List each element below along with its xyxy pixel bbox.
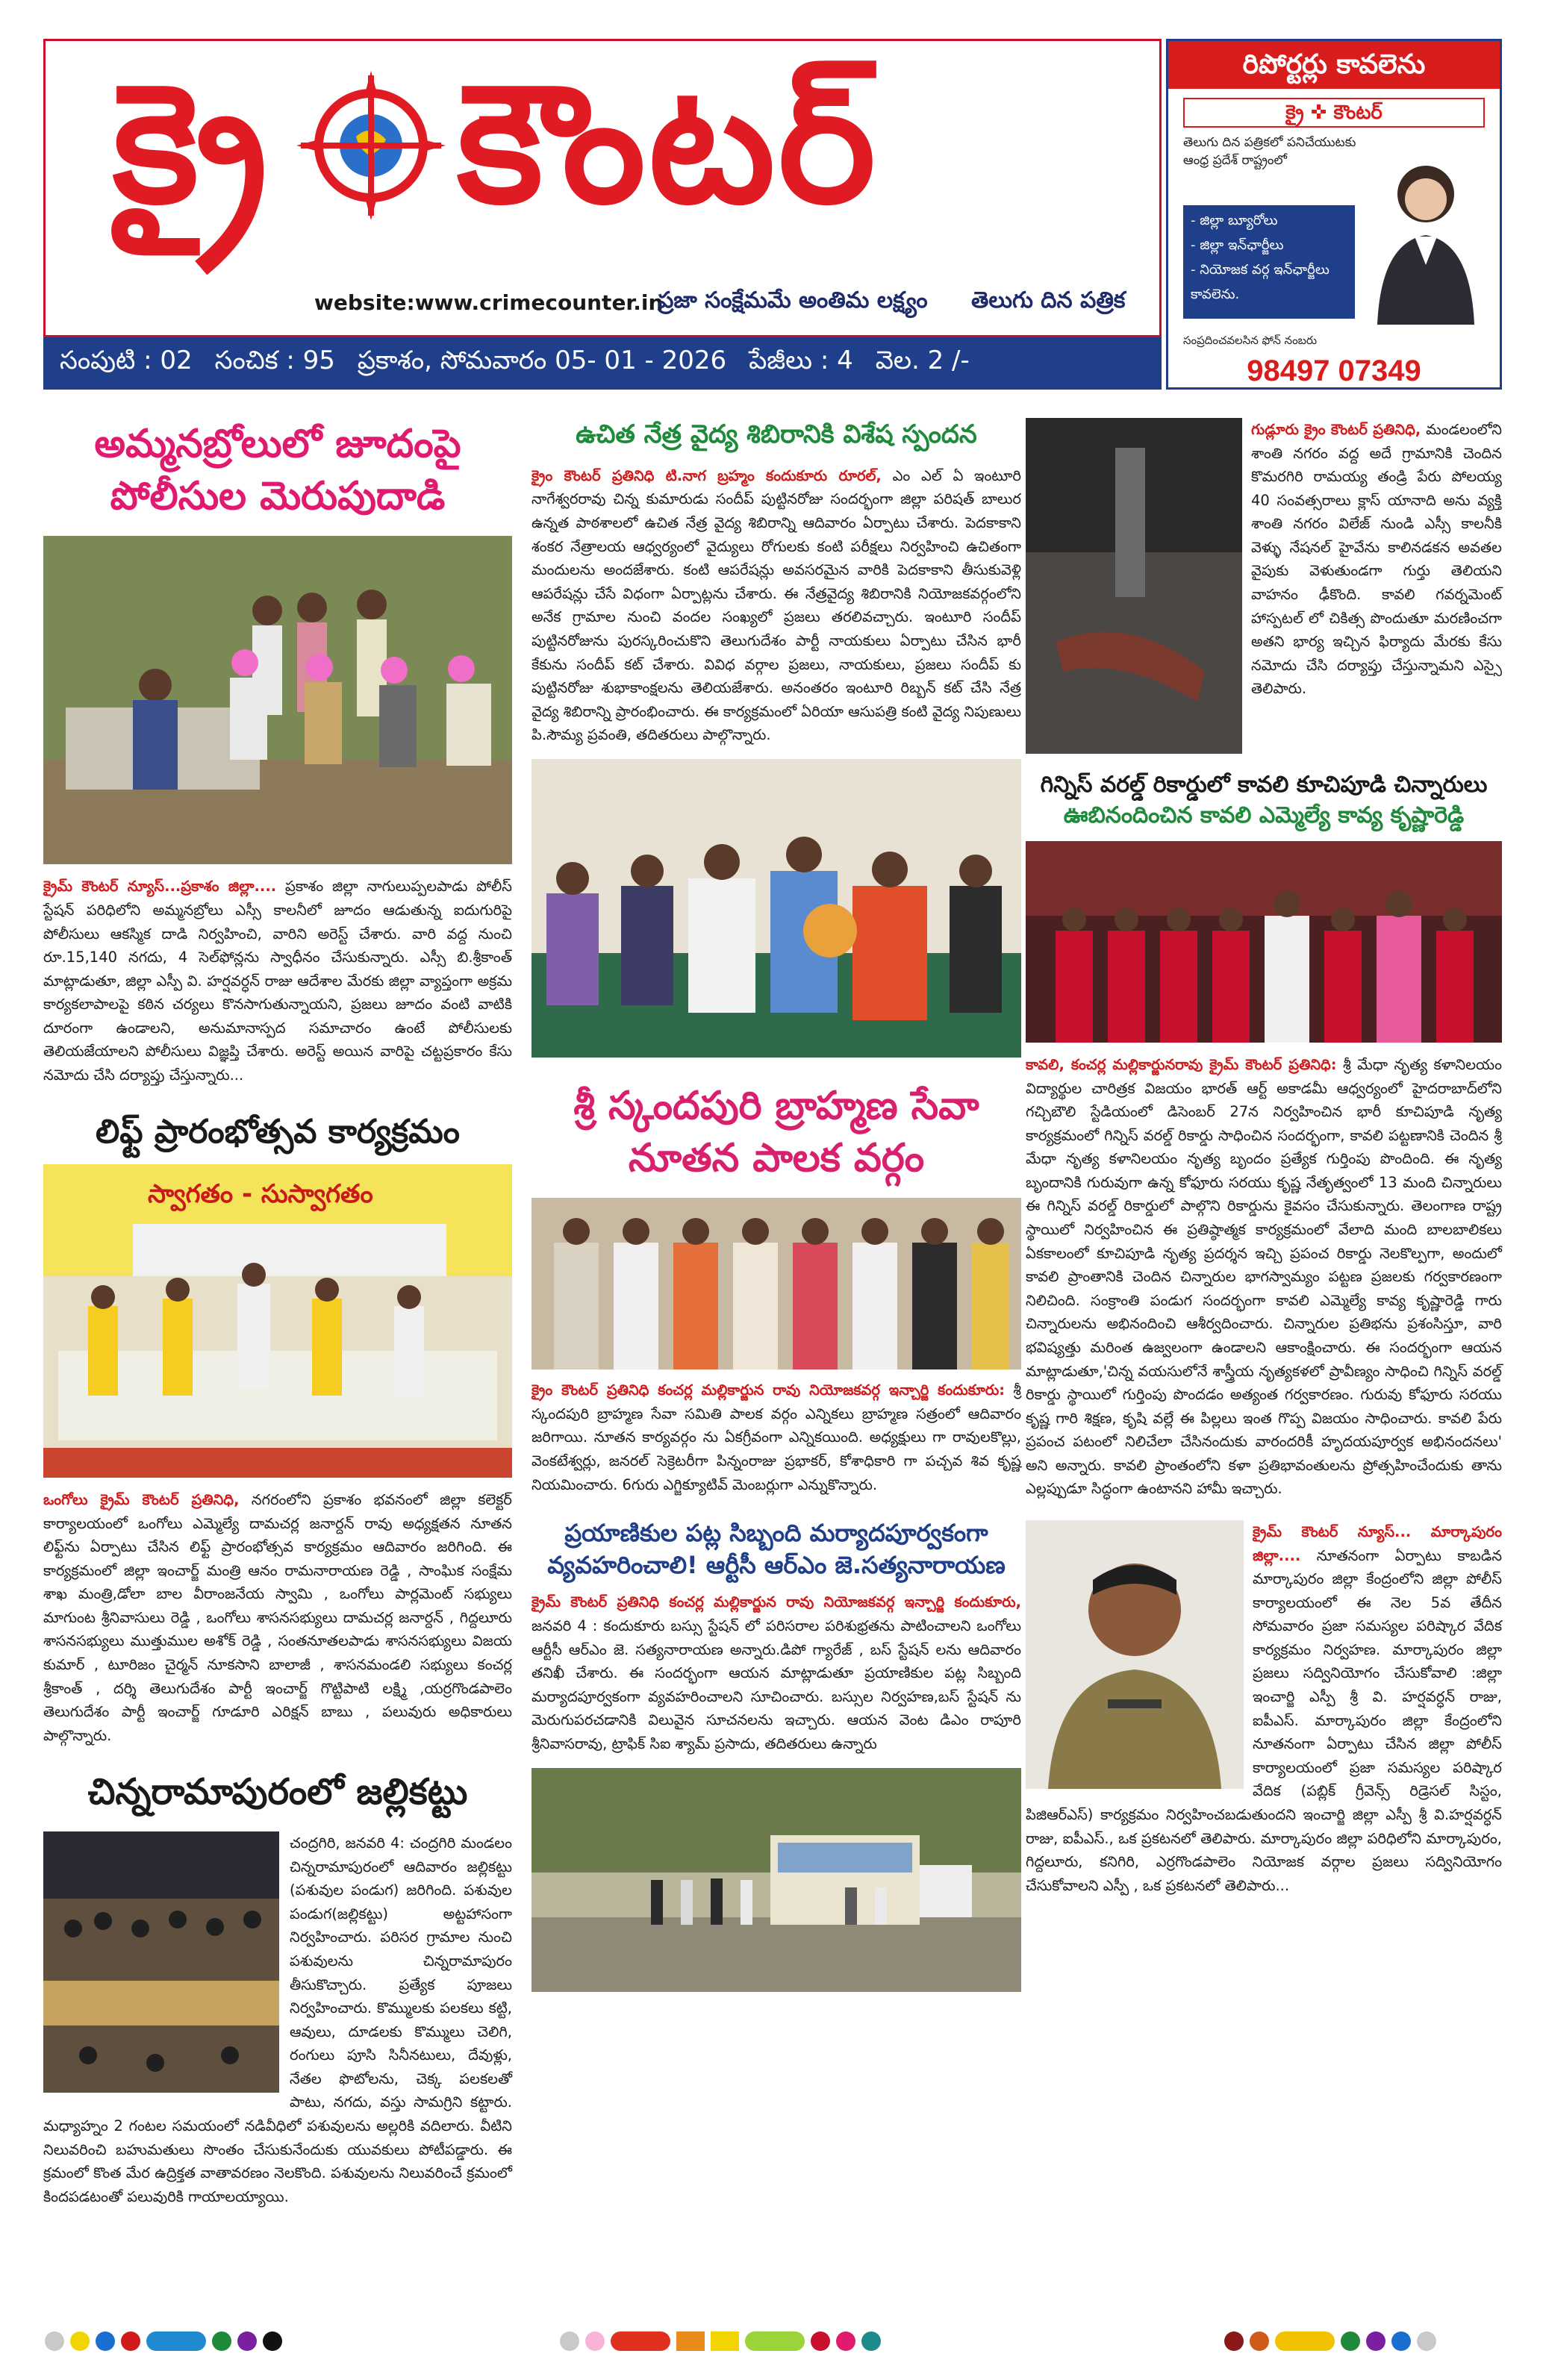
person-photo-icon [1362,153,1489,325]
jallikattu-article [43,1831,512,2208]
ad-item: కావలెను. [1191,287,1240,302]
issue-number: సంచిక : 95 [214,346,335,375]
ad-headline: రిపోర్టర్లు కావలెను [1168,41,1500,89]
ad-logo: క్రై ✜ కౌంటర్ [1183,98,1485,128]
eye-camp-headline: ఉచిత నేత్ర వైద్య శిబిరానికి విశేష స్పందన [576,419,977,449]
ad-intro: తెలుగు దిన పత్రికలో పనిచేయుటకు ఆంధ్ర ప్రదేశ్ రాష్ట్రంలో [1183,135,1356,168]
brahmana-seva-headline: శ్రీ స్కందపురి బ్రాహ్మణ సేవా నూతన పాలక వర్గం [573,1083,979,1181]
accident-article [1026,418,1502,754]
title-part-2: కౌంటర్ [457,49,879,240]
masthead [43,39,1502,390]
gambling-raid-photo [43,536,512,864]
guinness-headline: గిన్నిస్ వరల్డ్ రికార్డులో కావలి కూచిపూడి చిన్నారులు ఊబినందించిన కావలి ఎమ్మెల్యే కావ్య కృష్ణారెడ్డి [1040,772,1488,828]
gambling-raid-headline: అమ్మనబ్రోలులో జూదంపై పోలీసుల మెరుపుదాడి [94,422,461,519]
issue-info-bar [43,337,1162,390]
ad-list [1183,205,1355,319]
ad-item: - జిల్లా బ్యూరోలు [1191,213,1278,228]
column-3 [1026,418,1502,1897]
daily-label: తెలుగు దిన పత్రిక [971,287,1126,313]
lift-inauguration-body: ఒంగోలు క్రైమ్ కౌంటర్ ప్రతినిధి, నగరంలోని ప్రకాశం భవనంలో జిల్లా కలెక్టర్ కార్యాలయంలో ఒంగోలు ఎమ్మెల్యే దామచర్ల జనార్దన్ రావు అధ్యక్షతన నూతన లిఫ్ట్‌ను ఏర్పాటు చేసిన లిఫ్ట్ ప్రారంభోత్సవ కార్యక్రమం ఆదివారం జరిగింది. ఈ కార్యక్రమంలో జిల్లా ఇంచార్జ్ మంత్రి ఆనం రామనారాయణ రెడ్డి , సాంఘిక సంక్షేమ శాఖ మంత్రి,డోలా బాల వీరాంజనేయ స్వామి , ఒంగోలు పార్లమెంట్ సభ్యులు మాగుంట శ్రీనివాసులు రెడ్డి , ఒంగోలు శాసనసభ్యులు దామచర్ల జనార్దన్ , గిద్దలూరు శాసనసభ్యులు ముత్తుముల అశోక్ రెడ్డి , సంతనూతలపాడు శాసనసభ్యులు విజయ కుమార్ , టూరిజం చైర్మన్ నూకసాని బాలాజీ , శాసనమండలి సభ్యులు కంచర్ల శ్రీకాంత్ , దర్శి తెలుగుదేశం పార్టీ ఇంచార్జ్ గొట్టిపాటి లక్ష్మి ,యర్రగొండపాలెం తెలుగుదేశం పార్టీ ఇంచార్జ్ గూడూరి ఎరిక్షన్ బాబు , పలువురు అధికారులు పాల్గొన్నారు. [43,1490,512,1744]
sp-photo [1026,1520,1244,1789]
gambling-raid-body: క్రైమ్ కౌంటర్ న్యూస్...ప్రకాశం జిల్లా.... ప్రకాశం జిల్లా నాగులుప్పలపాడు పోలీస్ స్టేషన్ పరిధిలోని అమ్మనబ్రోలు ఎస్సీ కాలనీలో జూదం ఆడుతున్న ఐదుగురిపై పోలీసులు ఆకస్మిక దాడి నిర్వహించి, వారిని అరెస్ట్ చేశారు. వారి వద్ద నుంచి రూ.15,140 నగదు, 4 సెల్‌ఫోన్లను స్వాధీనం చేసుకున్నారు. ఎస్సీ బి.శ్రీకాంత్ మాట్లాడుతూ, జిల్లా ఎస్పీ వి. హర్షవర్ధన్ రాజు ఆదేశాల మేరకు జిల్లా వ్యాప్తంగా అక్రమ కార్యకలాపాలపై కఠిన చర్యలు కొనసాగుతున్నాయని, ప్రజలు జూదం వంటి వాటికి దూరంగా ఉండాలని, అనుమానాస్పద సమాచారం ఉంటే పోలీసులకు తెలియజేయాలని పోలీసులు విజ్ఞప్తి చేశారు. అరెస్ట్ అయిన వారిపై చట్టప్రకారం కేసు నమోదు చేసి దర్యాప్తు చేస్తున్నారు... [43,878,512,1084]
volume: సంపుటి : 02 [60,346,193,375]
brahmana-seva-body: క్రైం కౌంటర్ ప్రతినిధి కంచర్ల మల్లికార్జున రావు నియోజకవర్గ ఇన్చార్జి కందుకూరు: శ్రీ స్కందపురి బ్రాహ్మణ సేవా సమితి పాలక వర్గం ఎన్నికలు బ్రాహ్మణ సత్రంలో ఆదివారం జరిగాయి. నూతన కార్యవర్గం ను ఏకగ్రీవంగా ఎన్నికయింది. అధ్యక్షులు గా రావులకొల్లు, వెంకటేశ్వర్లు, జనరల్ సెక్రెటరీగా పిన్నంరాజు ప్రభాకర్, కోశాధికారి గా పచ్చవ శివ కృష్ణ నియమించారు. 6గురు ఎగ్జిక్యూటివ్ మెంబర్లుగా ఎన్నుకొన్నారు. [532,1381,1022,1493]
price: వెల. 2 /- [875,346,970,375]
grievance-body: క్రైమ్ కౌంటర్ న్యూస్... మార్కాపురం జిల్లా.... నూతనంగా ఏర్పాటు కాబడిన మార్కాపురం జిల్లా కేంద్రంలోని జిల్లా పోలీస్ కార్యాలయంలో ఈ నెల 5వ తేదీన సోమవారం ప్రజా సమస్యల పరిష్కార వేదిక కార్యక్రమం నిర్వహణ. మార్కాపురం జిల్లా ప్రజలు సద్వినియోగం చేసుకోవాలి :జిల్లా ఇంచార్జి ఎస్పీ శ్రీ వి. హర్షవర్ధన్ రాజు, ఐపీఎస్. మార్కాపురం జిల్లా కేంద్రంలోని నూతనంగా ఏర్పాటు చేసిన జిల్లా పోలీస్ కార్యాలయంలో ప్రజా సమస్యల పరిష్కార వేదిక (పబ్లిక్ గ్రీవెన్స్ రిడ్రెసల్ సిస్టం, పిజిఆర్ఎస్) కార్యక్రమం నిర్వహించబడుతుందని ఇంచార్జి జిల్లా ఎస్పీ శ్రీ వి.హర్షవర్ధన్ రాజు, ఐపీఎస్., ఒక ప్రకటనలో తెలిపారు. మార్కాపురం జిల్లా పరిధిలోని మార్కాపురం, గిద్దలూరు, కనిగిరి, ఎర్రగొండపాలెం నియోజక వర్గాల ప్రజలు సద్వినియోగం చేసుకోవాలని ఎస్పీ , ఒక ప్రకటనలో తెలిపారు... [1026,1522,1503,1894]
column-2 [532,418,1021,1992]
column-1 [43,418,512,2208]
brahmana-seva-photo [532,1198,1021,1369]
accident-photo [1026,418,1242,754]
jallikattu-headline: చిన్నరామాపురంలో జల్లికట్టు [87,1771,468,1814]
eye-camp-body: క్రైం కౌంటర్ ప్రతినిధి టి.నాగ బ్రహ్మం కందుకూరు రూరల్, ఎం ఎల్ ఏ ఇంటూరి నాగేశ్వరరావు చిన్న కుమారుడు సందీప్ పుట్టినరోజు సందర్భంగా జిల్లా పరిషత్ బాలుర ఉన్నత పాఠశాలలో ఉచిత నేత్ర వైద్య శిబిరాన్ని ఆదివారం ఏర్పాటు చేశారు. పెదకాకాని శంకర నేత్రాలయ ఆధ్వర్యంలో వైద్యులు రోగులకు కంటి పరీక్షలు నిర్వహించి ఉచితంగా మందులను అందజేశారు. కంటి ఆపరేషన్లు అవసరమైన వారికి పెదకాకాని తీసుకువెళ్లి ఆపరేషన్లు చేసే విధంగా ఏర్పాట్లను చేశారు. ఈ నేత్రవైద్య శిబిరానికి నియోజకవర్గంలోని అనేక గ్రామాల నుంచి వందల సంఖ్యలో ప్రజలు తరలివచ్చారు. ఇంటూరి సందీప్ పుట్టినరోజును పురస్కరించుకొని తెలుగుదేశం పార్టీ నాయకులు ఏర్పాటు చేసిన భారీ కేకును సందీప్ కట్ చేశారు. వివిధ వర్గాల ప్రజలు, నాయకులు, ప్రజలు సందీప్ కు పుట్టినరోజు శుభాకాంక్షలను తెలియజేశారు. అనంతరం ఇంటూరి రిబ్బన్ కట్ చేసి నేత్ర వైద్య శిబిరాన్ని ప్రారంభించారు. ఈ కార్యక్రమంలో ఏరియా ఆసుపత్రి కంటి వైద్య నిపుణులు పి.సౌమ్య ప్రవంతి, తదితరులు పాల్గొన్నారు. [532,466,1022,744]
jallikattu-body: చంద్రగిరి, జనవరి 4: చంద్రగిరి మండలం చిన్నరామాపురంలో ఆదివారం జల్లికట్టు (పశువుల పండుగ) జరిగింది. పశువుల పండుగ(జల్లికట్టు) అట్టహాసంగా నిర్వహించారు. పరిసర గ్రామాల నుంచి పశువులను చిన్నరామాపురం తీసుకొచ్చారు. ప్రత్యేక పూజలు నిర్వహించారు. కొమ్ములకు పలకలు కట్టి, ఆవులు, దూడలకు కొమ్ములు చెలిగి, రంగులు పూసి సినీనటులు, దేవుళ్లు, నేతల ఫొటోలను, చెక్క పలకలతో పాటు, నగదు, వస్తు సామగ్రిని కట్టారు. మధ్యాహ్నం 2 గంటల సమయంలో నడివీధిలో పశువులను అల్లరికి వదిలారు. వీటిని నిలువరించి బహుమతులు సొంతం చేసుకునేందుకు యువకులు పోటీపడ్డారు. ఈ క్రమంలో కొంత మేర ఉద్రిక్తత వాతావరణం నెలకొంది. పశువులను నిలువరించే క్రమంలో కిందపడటంతో పలువురికి గాయాలయ్యాయి. [43,1834,512,2205]
guinness-body: కావలి, కంచర్ల మల్లికార్జునరావు క్రైమ్ కౌంటర్ ప్రతినిధి: శ్రీ మేధా నృత్య కళానిలయం విద్యార్థుల చారిత్రక విజయం భారత్ ఆర్ట్ అకాడమీ ఆధ్వర్యంలో హైదరాబాద్‌లోని గచ్చిబౌలి స్టేడియంలో డిసెంబర్ 27న నిర్వహించిన భారీ కూచిపూడి నృత్య కార్యక్రమంలో గిన్నిస్ వరల్డ్ రికార్డు సాధించిన సందర్భంగా, కావలి పట్టణానికి చెందిన శ్రీ మేధా నృత్య కళానిలయం నృత్య బృందం ప్రత్యేక గుర్తింపు పొందింది. ఈ నృత్య బృందానికి గురువుగా ఉన్న కోఫూరు సరయు కృష్ణ నేతృత్వంలో 13 మంది చిన్నారులు ఈ గిన్నిస్ వరల్డ్ రికార్డులో పాల్గొని రికార్డును కైవసం చేసుకున్నారు. తెలంగాణ రాష్ట్ర స్థాయిలో నిర్వహించిన ఈ ప్రతిష్ఠాత్మక కార్యక్రమంలో వేలాది మంది బాలబాలికలు ఏకకాలంలో కూచిపూడి నృత్య ప్రదర్శన ఇచ్చి ప్రపంచ రికార్డు నెలకొల్పగా, అందులో కావలి ప్రాంతానికి చెందిన చిన్నారుల భాగస్వామ్యం పట్టణ ప్రజలకు గర్వకారణంగా నిలిచింది. సంక్రాంతి పండుగ సందర్భంగా కావలి ఎమ్మెల్యే కావ్య కృష్ణారెడ్డి గారు చిన్నారులను అభినందించి ఆశీర్వదించారు. చిన్నారుల ప్రతిభను ప్రశంసిస్తూ, వారి భవిష్యత్తు మరింత ఉజ్వలంగా ఉండాలని ఆకాంక్షించారు. ఈ సందర్భంగా ఆయన మాట్లాడుతూ,'చిన్న వయసులోనే శాస్త్రీయ నృత్యకళలో ప్రావీణ్యం సాధించి గిన్నిస్ వరల్డ్ రికార్డు స్థాయిలో గుర్తింపు పొందడం అత్యంత గర్వకారణం. గురువు కోఫూరు సరయు కృష్ణ గారి శిక్షణ, కృషి వల్లే ఈ పిల్లలు ఇంత గొప్ప విజయం సాధించారు. కావలి పేరు ప్రపంచ పటంలో నిలిచేలా చేసినందుకు వారందరికీ హృదయపూర్వక అభినందనలు' అని అన్నారు. కావలి ప్రాంతంలోని కళా ప్రతిభావంతులను ప్రోత్సహించేందుకు తాను ఎల్లప్పుడూ సిద్ధంగా ఉంటానని హామీ ఇచ్చారు. [1026,1056,1502,1498]
title-part-1: క్రై [113,49,271,240]
ad-contact-label: సంప్రదించవలసిన ఫోన్ నంబరు [1183,334,1318,347]
photo-banner-text: స్వాగతం - సుస్వాగతం [148,1178,373,1209]
footer-color-strip-right [1224,2330,1436,2352]
lift-inauguration-headline: లిఫ్ట్ ప్రారంభోత్సవ కార్యక్రమం [96,1112,460,1151]
page-count: పేజీలు : 4 [749,346,853,375]
eye-camp-photo [532,759,1021,1058]
slogan: ప్రజా సంక్షేమమే అంతిమ లక్ష్యం [658,287,928,313]
ad-phone: 98497 07349 [1168,354,1500,387]
jallikattu-photo [43,1831,279,2093]
rtc-bus-stand-photo [532,1768,1021,1992]
ad-item: - నియోజక వర్గ ఇన్‌ఛార్జీలు [1191,262,1330,278]
website-url: website:www.crimecounter.in [314,290,664,315]
accident-body: గుడ్లూరు క్రైం కౌంటర్ ప్రతినిధి, మండలంలోని శాంతి నగరం వద్ద అదే గ్రామానికి చెందిన కొమరగిరి రామయ్య తండ్రి పేరు పోలయ్య 40 సంవత్సరాలు క్లాస్ యానాది అను వ్యక్తి శాంతి నగరం విలేజ్ నుండి ఎస్సీ కాలనీకి వెళ్ళు నేషనల్ హైవేను కాలినడకన అవతల వైపుకు వెళుతుండగా గుర్తు తెలియని వాహనం ఢీకొంది. కావలి గవర్నమెంట్ హాస్పటల్ లో చికిత్స పొందుతూ మరణించగా అతని భార్య ఇచ్చిన ఫిర్యాదు మేరకు కేసు నమోదు చేసి దర్యాప్తు చేస్తున్నామని ఎస్సై తెలిపారు. [1251,421,1502,698]
newspaper-title [113,49,879,240]
footer-color-strip-left [45,2330,282,2352]
ad-item: - జిల్లా ఇన్‌ఛార్జీలు [1191,237,1284,253]
lift-inauguration-photo [43,1164,512,1478]
rtc-headline: ప్రయాణికుల పట్ల సిబ్బంది మర్యాదపూర్వకంగా వ్యవహరించాలి! ఆర్టీసీ ఆర్ఎం జె.సత్యనారాయణ [547,1519,1006,1580]
place-date: ప్రకాశం, సోమవారం 05- 01 - 2026 [357,346,727,375]
footer-color-strip-center [560,2330,881,2352]
grievance-article [1026,1520,1502,1897]
guinness-photo [1026,841,1502,1043]
compass-globe-icon [296,71,446,220]
rtc-body: క్రైమ్ కౌంటర్ ప్రతినిధి కంచర్ల మల్లికార్జున రావు నియోజకవర్గ ఇన్చార్జి కందుకూరు, జనవరి 4 : కందుకూరు బస్సు స్టేషన్ లో పరిసరాల పరిశుభ్రతను పాటించాలని ఒంగోలు ఆర్టీసీ ఆర్ఎం జె. సత్యనారాయణ అన్నారు.డిపో గ్యారేజ్ , బస్ స్టేషన్ లను ఆదివారం తనిఖీ చేశారు. ఈ సందర్భంగా ఆయన మాట్లాడుతూ ప్రయాణికుల పట్ల సిబ్బంది మర్యాదపూర్వకంగా వ్యవహరించాలని సూచించారు. బస్సుల నిర్వహణ,బస్ స్టేషన్ ను మెరుగుపరచడానికి విలువైన సూచనలను ఇచ్చారు. ఆయన వెంట డిఎం రాపూరి శ్రీనివాసరావు, ట్రాఫిక్ సిఐ శ్యామ్ ప్రసాదు, తదితరులు ఉన్నారు [532,1593,1021,1752]
masthead-title-box [43,39,1162,337]
reporters-wanted-ad [1166,39,1502,390]
